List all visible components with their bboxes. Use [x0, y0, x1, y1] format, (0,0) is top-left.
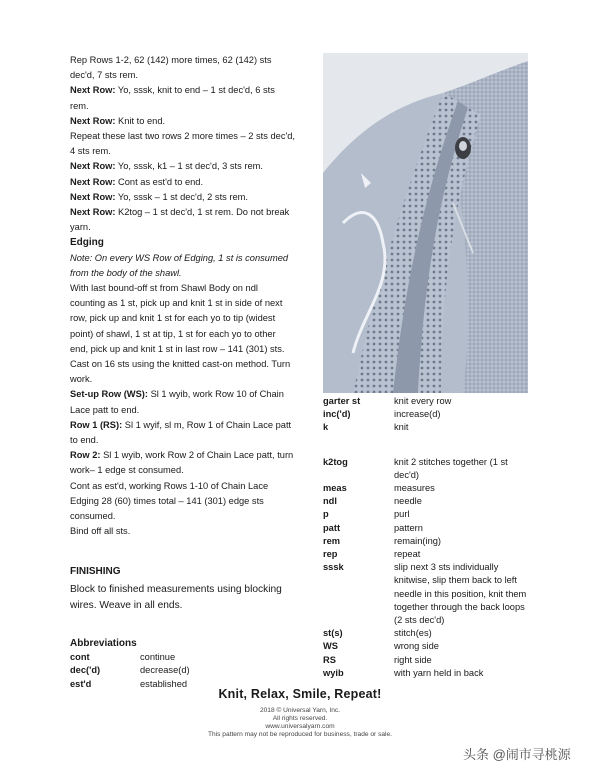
edging-para: With last bound-off st from Shawl Body on ndl counting as 1 st, pick up and knit 1 st in side of next row, pick up and knit 1 st for each yo to tip (widest point) of shawl, 1 st at tip, 1 st for each yo to other end, pick up and knit 1 st in last row – 141 (301) sts. Cast on 16 sts using the knitted cast-on method. Turn work.: [70, 283, 291, 385]
row-2: Row 2: Sl 1 wyib, work Row 2 of Chain Lace patt, turn work– 1 edge st consumed.: [70, 450, 294, 476]
pattern-instructions: [70, 53, 295, 691]
instruction-line: Next Row: K2tog – 1 st dec'd, 1 st rem. Do not break yarn.: [70, 207, 290, 233]
instruction-line: Next Row: Knit to end.: [70, 115, 166, 126]
shawl-photo: [323, 53, 528, 393]
abbreviation-row: cont continue: [70, 651, 176, 662]
abbreviation-row: k2tog knit 2 stitches together (1 st dec'd): [323, 456, 508, 480]
abbreviation-row: st(s) stitch(es): [323, 628, 432, 639]
footer-website[interactable]: www.universalyarn.com: [265, 723, 335, 730]
instruction-line: Next Row: Yo, sssk – 1 st dec'd, 2 sts rem.: [70, 191, 248, 202]
instruction-line: Next Row: Yo, sssk, knit to end – 1 st dec'd, 6 sts rem.: [70, 85, 275, 111]
instruction-line: Rep Rows 1-2, 62 (142) more times, 62 (142) sts dec'd, 7 sts rem.: [70, 55, 272, 81]
abbreviation-row: k knit: [323, 422, 409, 433]
abbreviation-row: patt pattern: [323, 522, 423, 533]
footer-copyright: 2018 © Universal Yarn, Inc.: [259, 707, 341, 714]
shawl-illustration: [323, 53, 528, 393]
row-1: Row 1 (RS): Sl 1 wyif, sl m, Row 1 of Chain Lace patt to end.: [70, 419, 292, 446]
footer-notice: This pattern may not be reproduced for business, trade or sale.: [208, 731, 392, 738]
instruction-line: Next Row: Cont as est'd to end.: [70, 176, 204, 187]
instruction-line: Next Row: Yo, sssk, k1 – 1 st dec'd, 3 sts rem.: [70, 161, 263, 172]
abbreviation-row: dec('d) decrease(d): [70, 665, 190, 676]
edging-para: Cont as est'd, working Rows 1-10 of Chain Lace Edging 28 (60) times total – 141 (301) edge sts consumed.: [70, 480, 269, 522]
abbreviation-row: wyib with yarn held in back: [323, 667, 484, 678]
abbreviation-row: meas measures: [323, 483, 435, 494]
abbreviation-row: est'd established: [70, 678, 188, 689]
abbreviations-heading: Abbreviations: [70, 637, 137, 649]
edging-note: Note: On every WS Row of Edging, 1 st is consumed from the body of the shawl.: [70, 252, 289, 278]
edging-heading: Edging: [70, 237, 104, 249]
footer-rights: All rights reserved.: [272, 715, 328, 722]
finishing-heading: FINISHING: [70, 565, 121, 577]
abbreviation-row: garter st knit every row: [323, 396, 452, 406]
footer-tagline: Knit, Relax, Smile, Repeat!: [218, 687, 382, 701]
abbreviation-row: p purl: [323, 509, 410, 520]
abbreviation-row: sssk slip next 3 sts individually knitwise, slip them back to left needle in this position, knit them together through the back loops (2 sts dec'd): [323, 562, 527, 626]
abbreviation-row: rep repeat: [323, 549, 421, 560]
abbreviation-row: WS wrong side: [323, 641, 439, 652]
instruction-line: Repeat these last two rows 2 more times – 2 sts dec'd, 4 sts rem.: [70, 131, 296, 157]
edging-para: Bind off all sts.: [70, 526, 131, 537]
setup-row: Set-up Row (WS): Sl 1 wyib, work Row 10 of Chain Lace patt to end.: [70, 389, 284, 415]
watermark: 头条 @闹市寻桃源: [463, 747, 571, 762]
abbreviations-right: [323, 395, 533, 680]
abbreviation-row: RS right side: [323, 654, 432, 665]
abbreviation-row: ndl needle: [323, 496, 422, 507]
abbreviation-row: inc('d) increase(d): [323, 409, 441, 420]
finishing-text: Block to finished measurements using blocking wires. Weave in all ends.: [70, 583, 282, 611]
abbreviation-row: rem remain(ing): [323, 535, 442, 546]
